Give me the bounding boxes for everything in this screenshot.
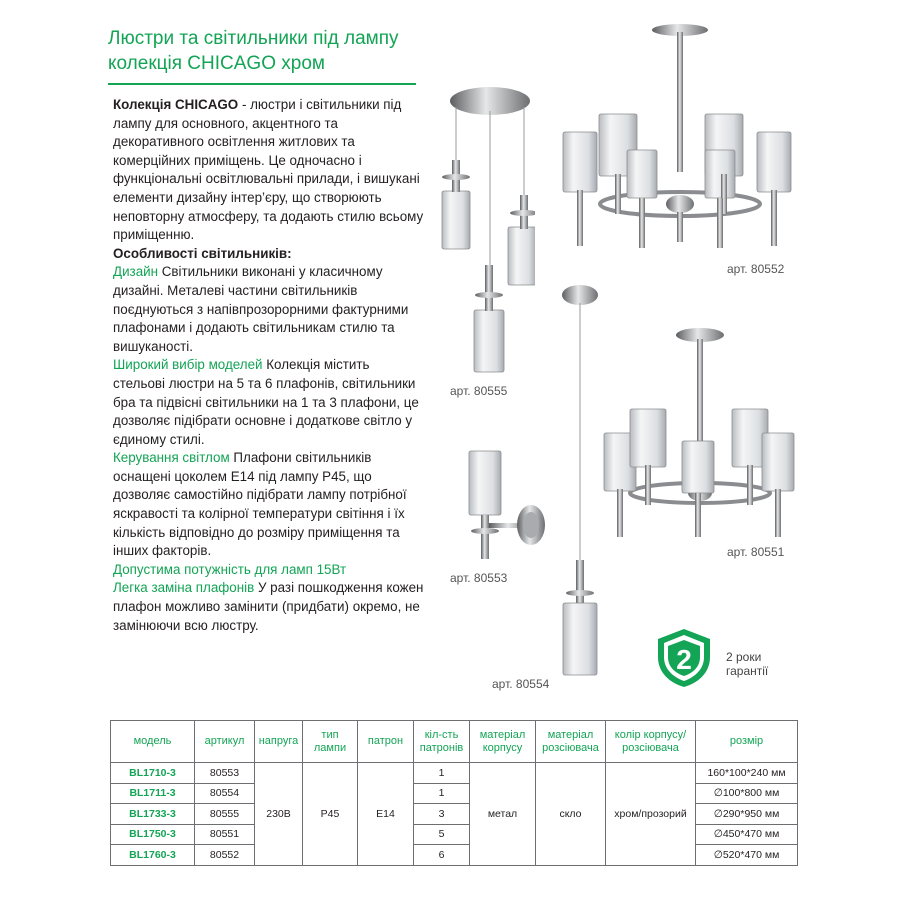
warranty-number: 2 [676, 644, 692, 675]
header-diffuser-material: матеріал розсіювача [536, 721, 606, 763]
shield-check-icon [655, 627, 713, 689]
diffuser-material-cell: скло [536, 763, 606, 866]
header-model: модель [111, 721, 195, 763]
color-cell: хром/прозорий [606, 763, 696, 866]
socket-count-cell: 5 [414, 824, 470, 845]
model-cell: BL1711-3 [111, 783, 195, 804]
light-label: Керування світлом [113, 450, 230, 466]
model-cell: BL1760-3 [111, 845, 195, 866]
warranty-line-1: 2 роки [726, 650, 762, 664]
model-cell: BL1750-3 [111, 824, 195, 845]
article-cell: 80551 [195, 824, 255, 845]
header-article: артикул [195, 721, 255, 763]
models-text: Колекція містить стельові люстри на 5 та 6 плафонів, світильники бра та підвісні світильники на 1 та 3 плафони, це дозволяє підібрати основне і додаткове світло у єдиному стилі. [113, 357, 419, 447]
article-label-80551: арт. 80551 [727, 545, 785, 559]
replace-paragraph [113, 579, 425, 635]
title-divider [108, 83, 416, 85]
body-material-cell: метал [470, 763, 536, 866]
socket-count-cell: 6 [414, 845, 470, 866]
power-label: Допустима потужність для ламп 15Вт [113, 561, 347, 577]
title-line-1: Люстри та світильники під лампу [108, 28, 399, 49]
size-cell: ∅100*800 мм [696, 783, 798, 804]
page-title [108, 26, 399, 76]
design-text: Світильники виконані у класичному дизайні. Металеві частини світильників поєднуються з напівпрозорорними фактурними плафонами і додають світильникам стилю та вишуканості. [113, 264, 409, 354]
socket-cell: E14 [358, 763, 414, 866]
article-label-80552: арт. 80552 [727, 262, 785, 276]
intro-paragraph [113, 96, 425, 245]
title-line-2: колекція CHICAGO хром [108, 53, 325, 74]
design-paragraph [113, 263, 425, 356]
header-lamp-type: тип лампи [303, 721, 358, 763]
features-heading: Особливості світильників: [113, 245, 292, 261]
header-voltage: напруга [255, 721, 303, 763]
model-cell: BL1710-3 [111, 763, 195, 784]
pendant-80554-image [555, 285, 605, 680]
sconce-80553-image [465, 445, 550, 565]
socket-count-cell: 1 [414, 763, 470, 784]
chandelier-80551-image [600, 325, 800, 540]
header-color: колір корпусу/ розсіювача [606, 721, 696, 763]
models-label: Широкий вибір моделей [113, 357, 263, 373]
article-cell: 80555 [195, 804, 255, 825]
warranty-text [726, 650, 768, 678]
model-cell: BL1733-3 [111, 804, 195, 825]
spec-table [110, 720, 798, 866]
voltage-cell: 230В [255, 763, 303, 866]
size-cell: 160*100*240 мм [696, 763, 798, 784]
replace-text: У разі пошкодження кожен плафон можливо замінити (придбати) окремо, не замінюючи всю люстру. [113, 580, 424, 633]
table-header-row [111, 721, 798, 763]
chandelier-80552-image [555, 22, 805, 252]
intro-text: - люстри і світильники під лампу для основного, акцентного та декоративного освітлення житлових та комерційних приміщень. Це одночасно і функціональні освітлювальні прилади, і вишукані елементи дизайну інтер’єру, що створюють неповторну атмосферу, та додають стилю всьому приміщенню. [113, 97, 424, 243]
article-cell: 80554 [195, 783, 255, 804]
header-body-material: матеріал корпусу [470, 721, 536, 763]
article-label-80555: арт. 80555 [450, 384, 508, 398]
collection-name: Колекція CHICAGO [113, 97, 239, 112]
header-socket-count: кіл-сть патронів [414, 721, 470, 763]
lamp-type-cell: P45 [303, 763, 358, 866]
design-label: Дизайн [113, 264, 159, 280]
models-paragraph [113, 356, 425, 449]
pendant-80555-image [440, 85, 535, 385]
light-paragraph [113, 449, 425, 561]
size-cell: ∅290*950 мм [696, 804, 798, 825]
socket-count-cell: 3 [414, 804, 470, 825]
description [113, 96, 425, 635]
header-size: розмір [696, 721, 798, 763]
article-label-80554: арт. 80554 [492, 677, 550, 691]
socket-count-cell: 1 [414, 783, 470, 804]
table-row [111, 763, 798, 784]
size-cell: ∅520*470 мм [696, 845, 798, 866]
light-text: Плафони світильників оснащені цоколем E14 під лампу P45, що дозволяє самостійно підібрати лампу потрібної яскравості та колірної температури світіння і їх кількість відповідно до розміру приміщення та інших факторів. [113, 450, 407, 559]
warranty-line-2: гарантії [726, 664, 769, 678]
article-cell: 80553 [195, 763, 255, 784]
replace-label: Легка заміна плафонів [113, 580, 255, 596]
article-cell: 80552 [195, 845, 255, 866]
size-cell: ∅450*470 мм [696, 824, 798, 845]
article-label-80553: арт. 80553 [450, 571, 508, 585]
header-socket: патрон [358, 721, 414, 763]
